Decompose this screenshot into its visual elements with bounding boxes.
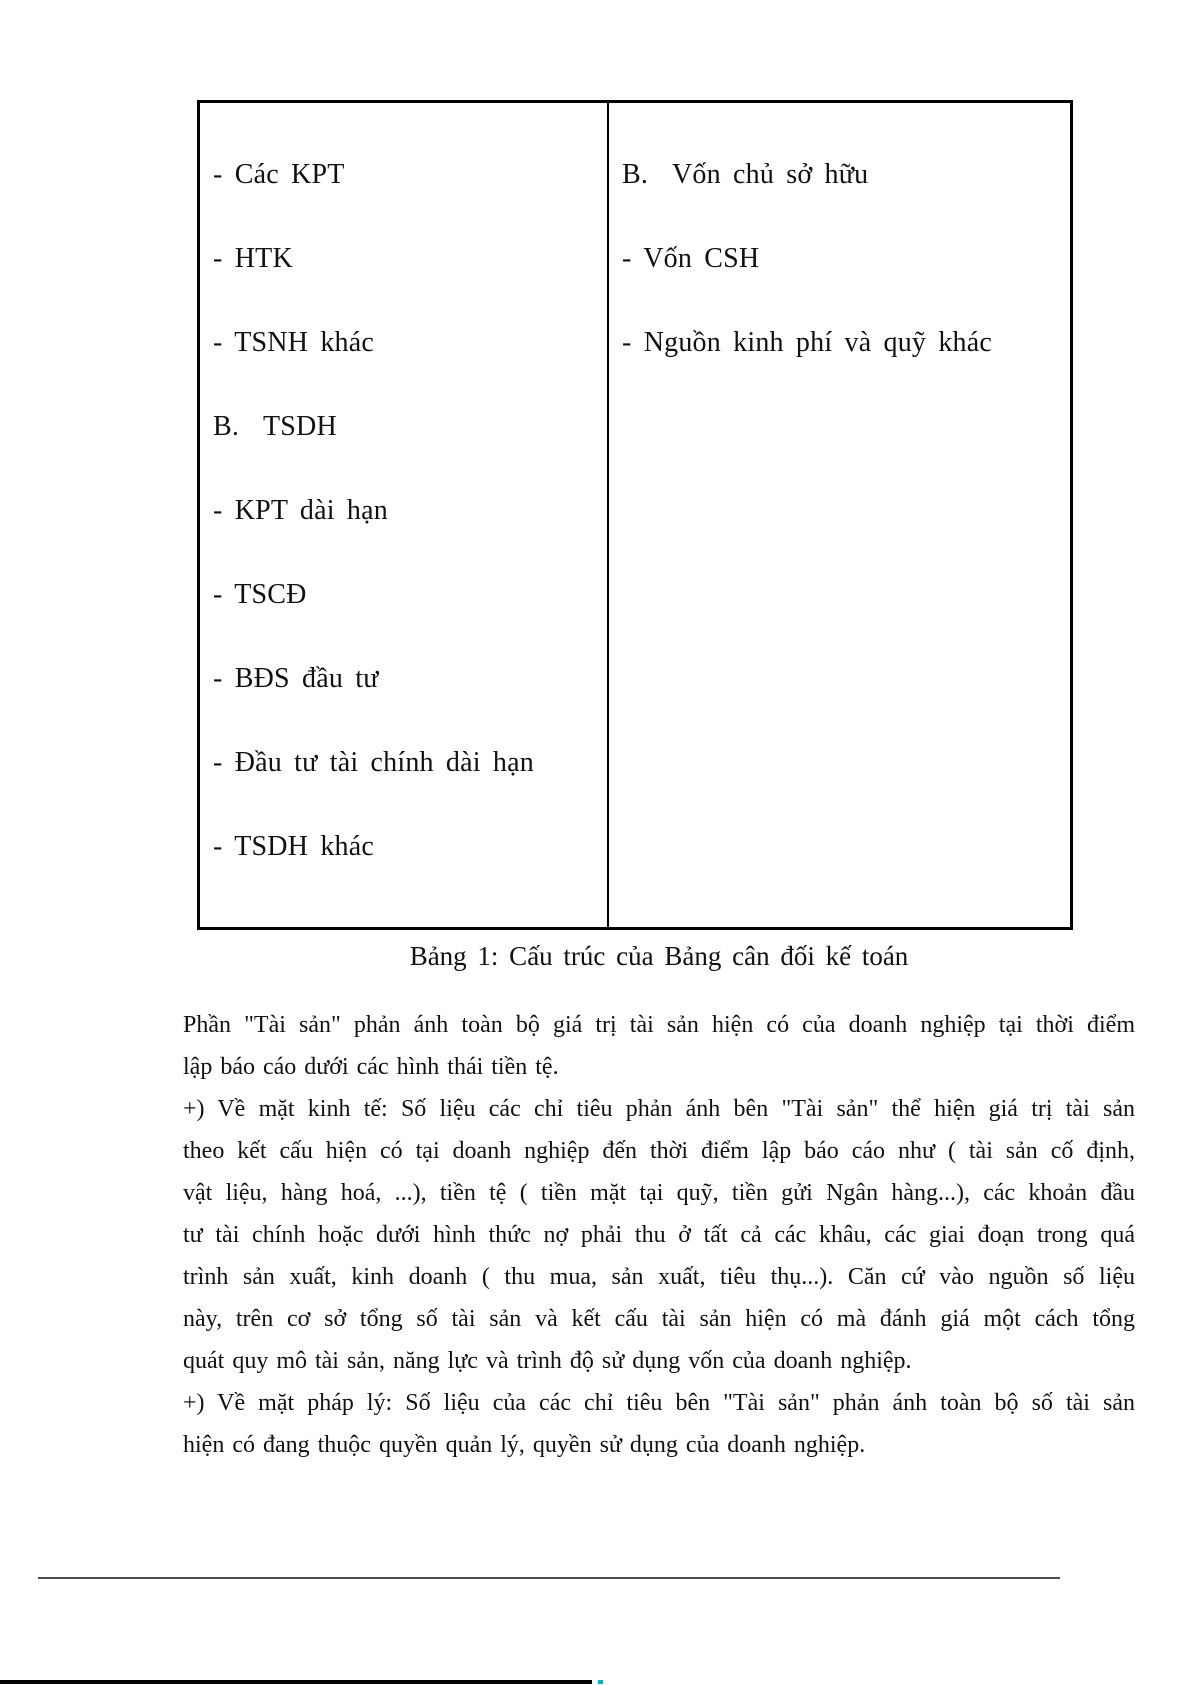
body-paragraph-line: +) Về mặt pháp lý: Số liệu của các chỉ tiêu bên "Tài sản" phản ánh toàn bộ số tài sản	[183, 1390, 1135, 1416]
body-paragraph-line: quát quy mô tài sản, năng lực và trình độ sử dụng vốn của doanh nghiệp.	[183, 1348, 912, 1374]
table-row: - TSNH khác	[213, 327, 374, 358]
text-cursor-artifact	[598, 1680, 603, 1684]
table-row: B. Vốn chủ sở hữu	[622, 159, 869, 190]
body-paragraph-line: tư tài chính hoặc dưới hình thức nợ phải thu ở tất cả các khâu, các giai đoạn trong quá	[183, 1222, 1135, 1248]
table-row: - BĐS đầu tư	[213, 663, 379, 694]
body-paragraph-line: +) Về mặt kinh tế: Số liệu các chỉ tiêu phản ánh bên "Tài sản" thể hiện giá trị tài sản	[183, 1096, 1135, 1122]
balance-sheet-table	[197, 100, 1073, 930]
table-row: - HTK	[213, 243, 293, 274]
body-paragraph-line: vật liệu, hàng hoá, ...), tiền tệ ( tiền mặt tại quỹ, tiền gửi Ngân hàng...), các khoản đầu	[183, 1180, 1135, 1206]
body-paragraph-line: Phần "Tài sản" phản ánh toàn bộ giá trị tài sản hiện có của doanh nghiệp tại thời điểm	[183, 1012, 1135, 1038]
table-row: - KPT dài hạn	[213, 495, 388, 526]
table-row: - Vốn CSH	[622, 243, 760, 274]
body-paragraph-line: này, trên cơ sở tổng số tài sản và kết cấu tài sản hiện có mà đánh giá một cách tổng	[183, 1306, 1135, 1332]
table-caption: Bảng 1: Cấu trúc của Bảng cân đối kế toán	[409, 941, 909, 971]
table-row: - TSCĐ	[213, 579, 307, 610]
table-column-assets	[200, 103, 609, 927]
body-paragraph-line: hiện có đang thuộc quyền quản lý, quyền sử dụng của doanh nghiệp.	[183, 1432, 866, 1458]
table-row: - Nguồn kinh phí và quỹ khác	[622, 327, 992, 358]
footer-rule	[38, 1577, 1060, 1579]
body-paragraph-line: trình sản xuất, kinh doanh ( thu mua, sản xuất, tiêu thụ...). Căn cứ vào nguồn số liệu	[183, 1264, 1135, 1290]
table-row: - TSDH khác	[213, 831, 374, 862]
body-paragraph-line: lập báo cáo dưới các hình thái tiền tệ.	[183, 1054, 559, 1080]
page-bottom-edge-line	[0, 1680, 592, 1684]
table-row: - Các KPT	[213, 159, 345, 190]
table-row: - Đầu tư tài chính dài hạn	[213, 747, 534, 778]
table-column-equity	[609, 103, 1070, 927]
table-row: B. TSDH	[213, 411, 337, 442]
body-paragraph-line: theo kết cấu hiện có tại doanh nghiệp đến thời điểm lập báo cáo như ( tài sản cố định,	[183, 1138, 1135, 1164]
body-text	[183, 1004, 1135, 1466]
